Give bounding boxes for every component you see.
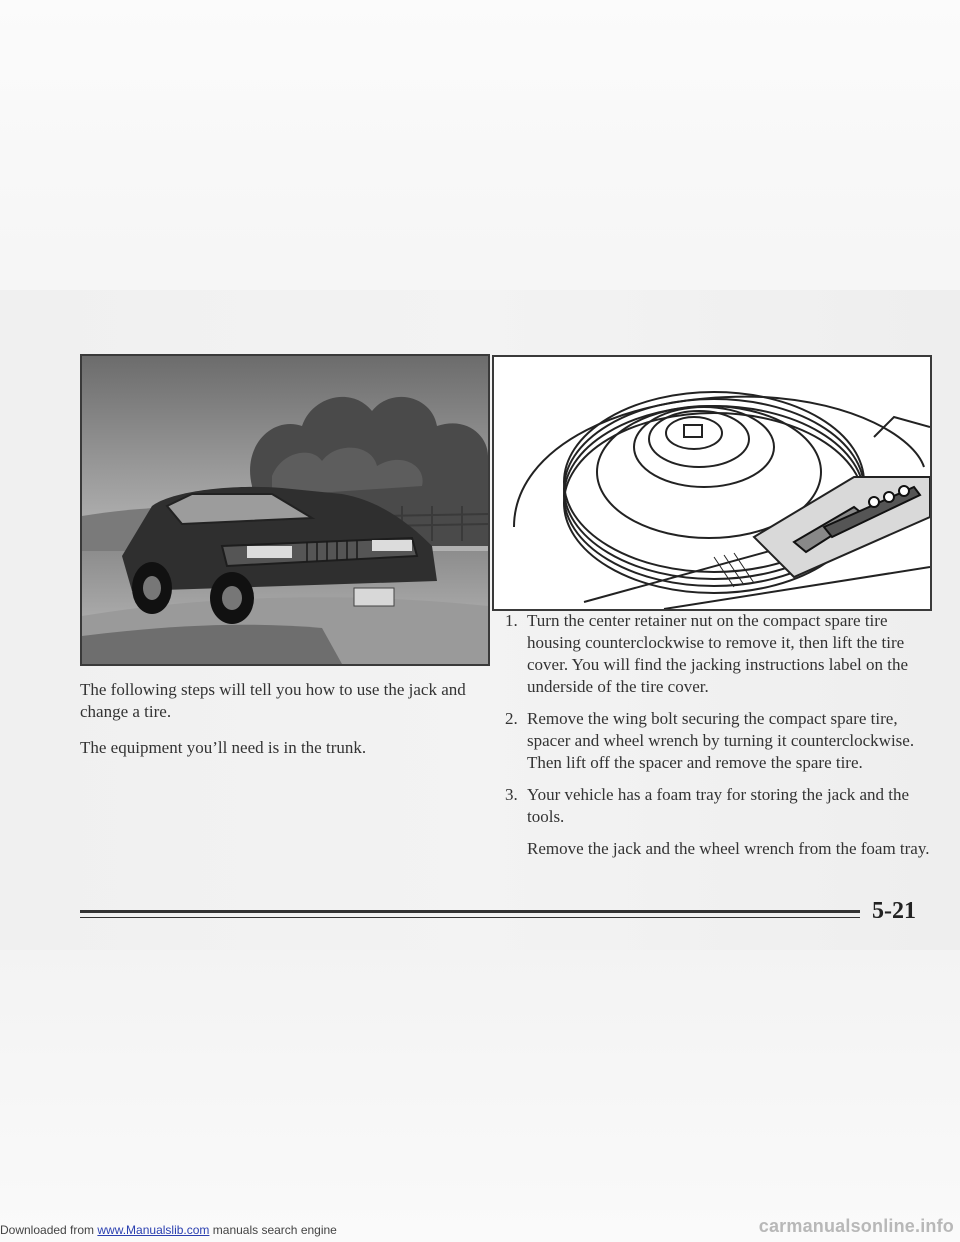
intro-text	[80, 679, 490, 773]
spare-tire-drawing	[494, 357, 930, 609]
intro-paragraph: The following steps will tell you how to use the jack and change a tire.	[80, 680, 466, 721]
manualslib-link[interactable]: www.Manualslib.com	[97, 1223, 210, 1237]
equipment-paragraph: The equipment you’ll need is in the trunk.	[80, 738, 367, 757]
car-illustration-drawing	[82, 356, 488, 664]
step-number: 2.	[505, 709, 518, 728]
step-item	[505, 784, 935, 828]
step-number: 1.	[505, 611, 518, 630]
step-text: Your vehicle has a foam tray for storing the jack and the tools.	[527, 785, 910, 826]
download-footer	[0, 1223, 337, 1237]
step-item	[505, 610, 935, 698]
step-followup-text: Remove the jack and the wheel wrench from the foam tray.	[527, 839, 930, 858]
watermark: carmanualsonline.info	[758, 1216, 954, 1236]
footer-prefix: Downloaded from	[0, 1223, 98, 1237]
spare-tire-illustration	[492, 355, 932, 611]
car-illustration	[80, 354, 490, 666]
step-number: 3.	[505, 785, 518, 804]
step-text: Turn the center retainer nut on the compact spare tire housing counterclockwise to remove it, then lift the tire cover. You will find the jacking instructions label on the underside of the tire cover.	[527, 611, 909, 696]
footer-suffix: manuals search engine	[209, 1223, 337, 1237]
page-number: 5-21	[872, 898, 916, 924]
steps-list	[505, 610, 935, 860]
step-text: Remove the wing bolt securing the compact spare tire, spacer and wheel wrench by turning it counterclockwise. Then lift off the spacer and remove the spare tire.	[527, 709, 915, 772]
footer-rule-thin	[80, 917, 860, 918]
step-item	[505, 708, 935, 774]
footer-rule-thick	[80, 910, 860, 913]
